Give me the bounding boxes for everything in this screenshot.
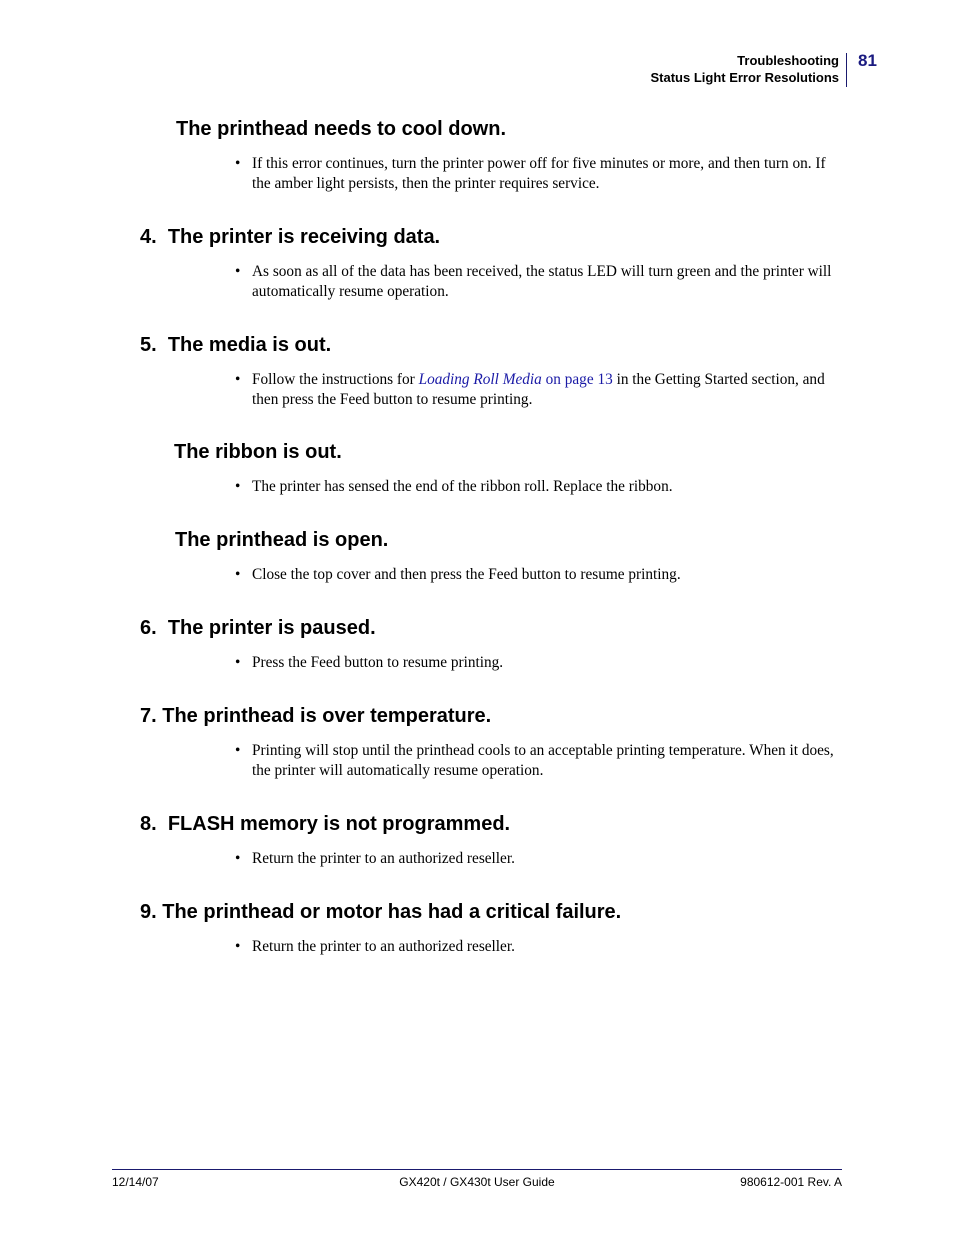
section-number: 7. [140,705,157,727]
header-section: Troubleshooting [737,53,839,68]
running-header [650,52,839,86]
section-number: 6. [140,617,157,639]
section-number: 9. [140,901,157,923]
bullet-item [235,154,841,194]
section-title: The ribbon is out. [174,441,342,463]
bullet-text-pre: Follow the instructions for [252,371,419,388]
header-divider [846,53,847,87]
section-heading-flash-memory [140,813,510,836]
bullet-item [235,653,841,673]
header-subsection: Status Light Error Resolutions [650,70,839,85]
section-number: 4. [140,226,157,248]
bullet-item [235,849,841,869]
section-heading-paused [140,617,376,640]
bullet-item [235,370,841,410]
loading-roll-media-link[interactable] [419,371,613,388]
bullet-text: Return the printer to an authorized reseller. [252,850,515,867]
bullet-dot: • [235,742,241,759]
section-heading-critical-failure [140,901,621,924]
section-heading-printhead-open [175,529,388,552]
section-heading-media-out [140,334,331,357]
section-heading-receiving-data [140,226,440,249]
bullet-text: As soon as all of the data has been received, the status LED will turn green and the printer will automatically resume operation. [252,263,832,300]
bullet-dot: • [235,478,241,495]
page-number: 81 [858,51,877,70]
bullet-text: The printer has sensed the end of the ribbon roll. Replace the ribbon. [252,478,673,495]
section-title: The printer is receiving data. [167,226,441,248]
section-heading-over-temperature [140,705,491,728]
section-title: The media is out. [167,334,332,356]
section-title: The printhead is over temperature. [162,705,492,727]
bullet-text: Press the Feed button to resume printing. [252,654,504,671]
bullet-dot: • [235,566,241,583]
bullet-dot: • [235,938,241,955]
footer-divider [112,1169,842,1170]
bullet-item [235,477,841,497]
bullet-text-post: in the Getting Started section, and then press the Feed button to resume printing. [252,371,825,408]
section-title: The printhead is open. [175,529,389,551]
section-title: FLASH memory is not programmed. [167,813,511,835]
link-page: on page 13 [541,371,613,388]
bullet-item [235,741,841,781]
bullet-dot: • [235,155,241,172]
bullet-text: Close the top cover and then press the Feed button to resume printing. [252,566,681,583]
bullet-text: Return the printer to an authorized reseller. [252,938,515,955]
bullet-dot: • [235,263,241,280]
footer-doc-number: 980612-001 Rev. A [740,1175,842,1189]
bullet-item [235,937,841,957]
bullet-text: Printing will stop until the printhead cools to an acceptable printing temperature. When it does, the printer will automatically resume operation. [252,742,834,779]
bullet-text [252,370,841,410]
section-heading-ribbon-out [174,441,342,464]
bullet-dot: • [235,371,241,388]
bullet-text: If this error continues, turn the printer power off for five minutes or more, and then turn on. If the amber light persists, then the printer requires service. [252,155,826,192]
section-title: The printhead needs to cool down. [176,118,507,140]
bullet-dot: • [235,850,241,867]
footer-title: GX420t / GX430t User Guide [399,1175,555,1189]
bullet-item [235,565,841,585]
footer-date: 12/14/07 [112,1175,159,1189]
section-number: 5. [140,334,157,356]
link-title: Loading Roll Media [418,371,542,388]
section-number: 8. [140,813,157,835]
section-heading-cool-down [176,118,506,141]
section-title: The printer is paused. [167,617,376,639]
bullet-dot: • [235,654,241,671]
bullet-item [235,262,841,302]
section-title: The printhead or motor has had a critical failure. [162,901,622,923]
